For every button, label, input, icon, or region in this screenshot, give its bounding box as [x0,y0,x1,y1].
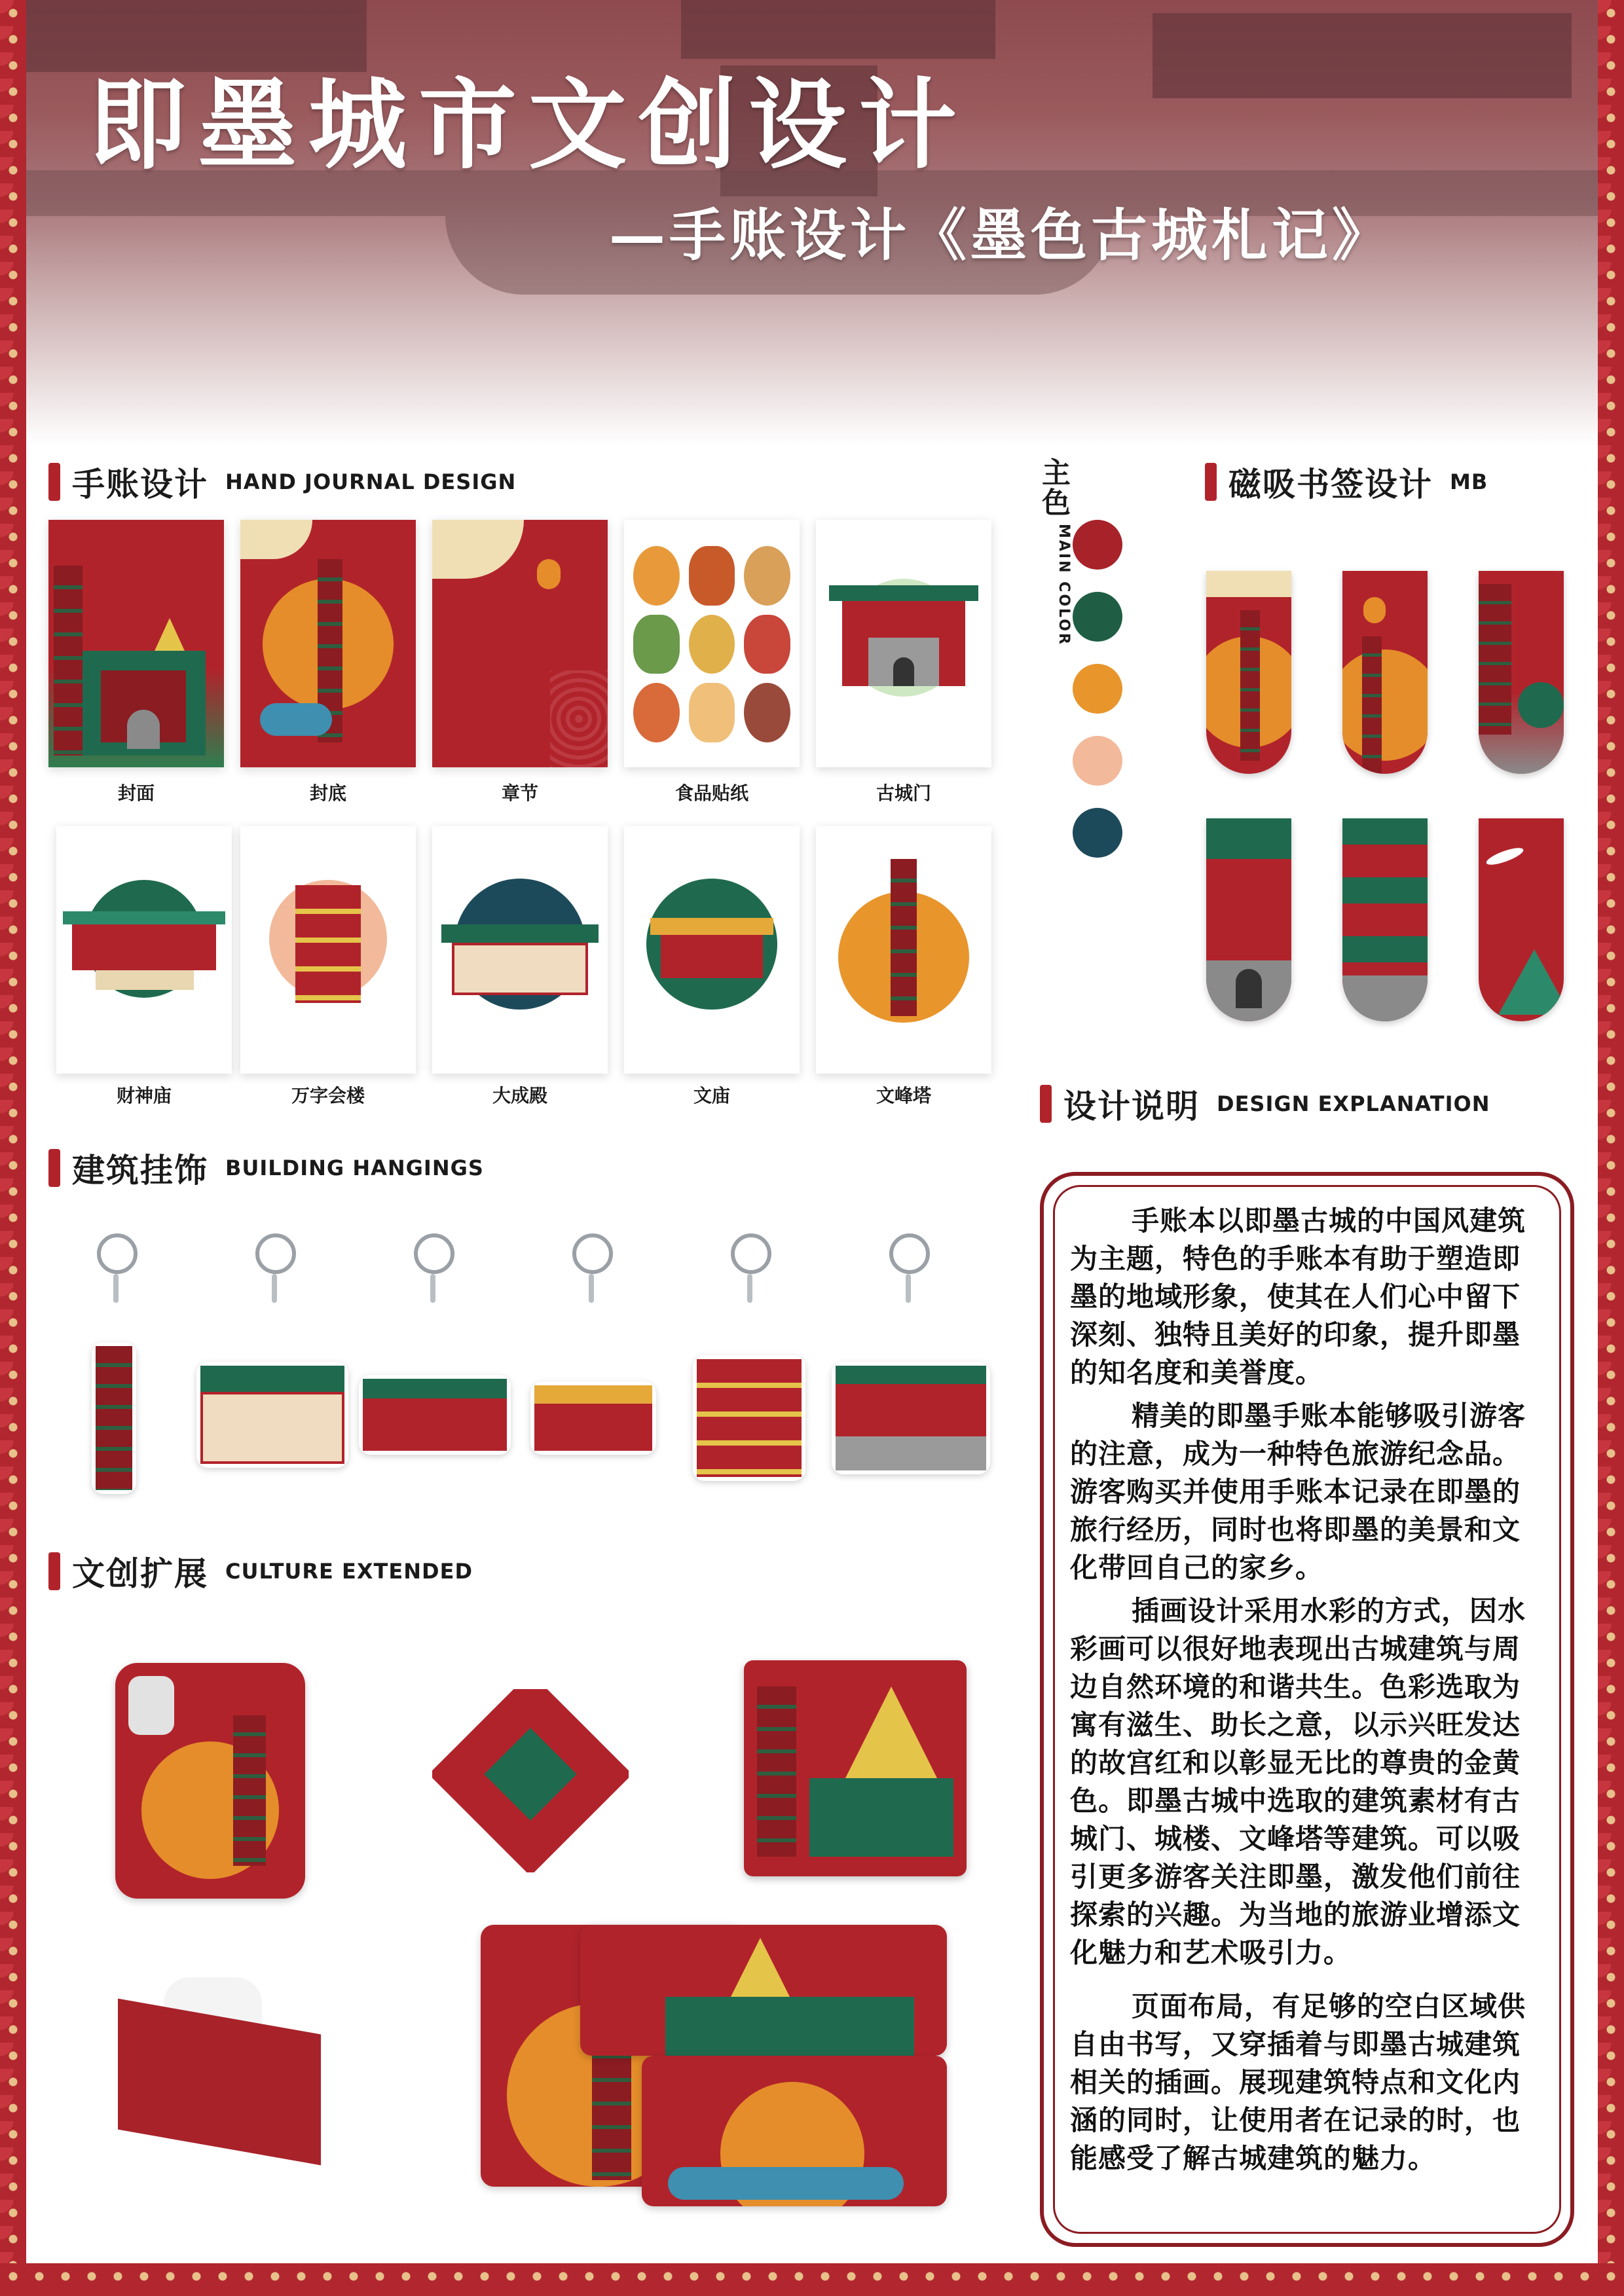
hanging-pagoda [92,1342,136,1494]
heading-bar [48,463,60,501]
keyring-icon [731,1233,771,1274]
journal-card-chapter [432,520,608,767]
bookmark-crane-mountain [1479,818,1564,1021]
journal-card-caishen-temple [56,826,232,1074]
keyring-icon [572,1233,613,1274]
main-color-title: 主色 [1042,456,1071,520]
section-title-en: BUILDING HANGINGS [225,1156,484,1180]
key-chain-link [272,1274,277,1303]
hanging-hall [196,1362,348,1468]
journal-label: 古城门 [876,782,931,804]
journal-label: 文峰塔 [876,1085,931,1106]
bookmark-gate [1206,818,1291,1021]
key-chain-link [589,1274,594,1303]
section-title-en: CULTURE EXTENDED [225,1559,473,1584]
heading-bar [1205,463,1217,501]
journal-label: 万字会楼 [291,1085,365,1106]
journal-card-confucius-temple [624,826,800,1074]
journal-card-wenfeng-pagoda [816,826,991,1074]
journal-card-food-stickers [624,520,800,767]
hanging-gold-roof-hall [530,1381,656,1455]
key-chain-link [906,1274,911,1303]
phone-case-product [115,1663,305,1899]
section-bookmark-heading [1205,458,1488,505]
explanation-paragraph: 插画设计采用水彩的方式，因水彩画可以很好地表现出古城建筑与周边自然环境的和谐共生。色彩选取为寓有滋生、助长之意，以示兴旺发达的故宫红和以彰显无比的尊贵的金黄色。即墨古城中选取的建筑素材有古城门、城楼、文峰塔等建筑。可以吸引更多游客关注即墨，激发他们前往探索的兴趣。为当地的旅游业增添文化魅力和艺术吸引力。 [1070,1595,1526,1969]
color-swatch-red [1073,520,1122,570]
bookmark-green-hall [1342,818,1428,1021]
journal-label: 封底 [309,782,346,804]
page-subtitle: —手账设计《墨色古城札记》 [609,202,1392,268]
journal-card-city-gate [816,520,991,767]
journal-card-wanzi-hall [240,826,416,1074]
section-title-zh: 磁吸书签设计 [1228,465,1433,503]
tissue-box-product [118,1977,341,2174]
left-pattern-border [0,0,26,2296]
journal-card-dacheng-hall [432,826,608,1074]
keyring-icon [414,1233,454,1274]
roof-shape [1153,13,1572,98]
puzzle-product [744,1660,967,1876]
section-title-en: HAND JOURNAL DESIGN [225,469,517,494]
key-chain-link [747,1274,752,1303]
heading-bar [1040,1085,1052,1123]
section-title-zh: 设计说明 [1063,1087,1200,1125]
bookmark-lantern-pagoda [1342,571,1428,774]
section-title-en: MB [1450,469,1488,494]
section-explanation-heading [1040,1080,1490,1127]
silk-scarf-product [432,1689,629,1872]
color-swatch-green [1073,592,1122,642]
hanging-temple-complex [359,1375,511,1455]
heading-bar [48,1552,60,1590]
poster-sheet [26,0,1598,2263]
journal-label: 文庙 [693,1085,730,1106]
section-extended-heading [48,1548,473,1595]
color-swatch-peach [1073,736,1122,786]
page-title: 即墨城市文创设计 [88,67,969,183]
main-color-subtitle: MAIN COLOR [1056,524,1072,646]
bottom-pattern-border [0,2263,1624,2296]
hero-photo-banner [26,0,1598,445]
journal-label: 财神庙 [116,1085,172,1106]
journal-card-back-cover [240,520,416,767]
pillow-product [580,1925,947,2056]
right-pattern-border [1598,0,1624,2296]
keyring-icon [889,1233,930,1274]
key-chain-link [430,1274,435,1303]
keyring-icon [97,1233,138,1274]
design-explanation-box [1040,1172,1574,2247]
section-title-en: DESIGN EXPLANATION [1217,1091,1490,1116]
section-journal-heading [48,458,516,505]
color-swatch-teal [1073,808,1122,858]
section-title-zh: 文创扩展 [72,1555,208,1593]
hanging-city-gate [832,1362,990,1474]
section-title-zh: 建筑挂饰 [72,1152,208,1190]
section-title-zh: 手账设计 [72,465,208,503]
explanation-paragraph: 精美的即墨手账本能够吸引游客的注意，成为一种特色旅游纪念品。游客购买并使用手账本记录在即墨的旅行经历，同时也将即墨的美景和文化带回自己的家乡。 [1070,1400,1526,1584]
hanging-wanzi-hall [693,1355,805,1481]
journal-label: 章节 [501,782,538,804]
key-chain-link [113,1274,119,1303]
journal-label: 封面 [117,782,155,804]
keyring-icon [255,1233,296,1274]
heading-bar [48,1149,60,1187]
bookmark-pagoda-sun [1206,571,1291,774]
section-hangings-heading [48,1144,484,1192]
explanation-paragraph: 手账本以即墨古城的中国风建筑为主题，特色的手账本有助于塑造即墨的地域形象，使其在人们心中留下深刻、独特且美好的印象，提升即墨的知名度和美誉度。 [1070,1205,1526,1389]
bookmark-tree-tower [1479,571,1564,774]
journal-card-cover [48,520,224,767]
journal-label: 大成殿 [492,1085,547,1106]
explanation-paragraph: 页面布局，有足够的空白区域供自由书写，又穿插着与即墨古城建筑相关的插画。展现建筑特点和文化内涵的同时，让使用者在记录的时，也能感受了解古城建筑的魅力。 [1070,1990,1526,2174]
journal-label: 食品贴纸 [674,782,748,804]
pillow-product [642,2056,947,2206]
color-swatch-orange [1073,664,1122,714]
